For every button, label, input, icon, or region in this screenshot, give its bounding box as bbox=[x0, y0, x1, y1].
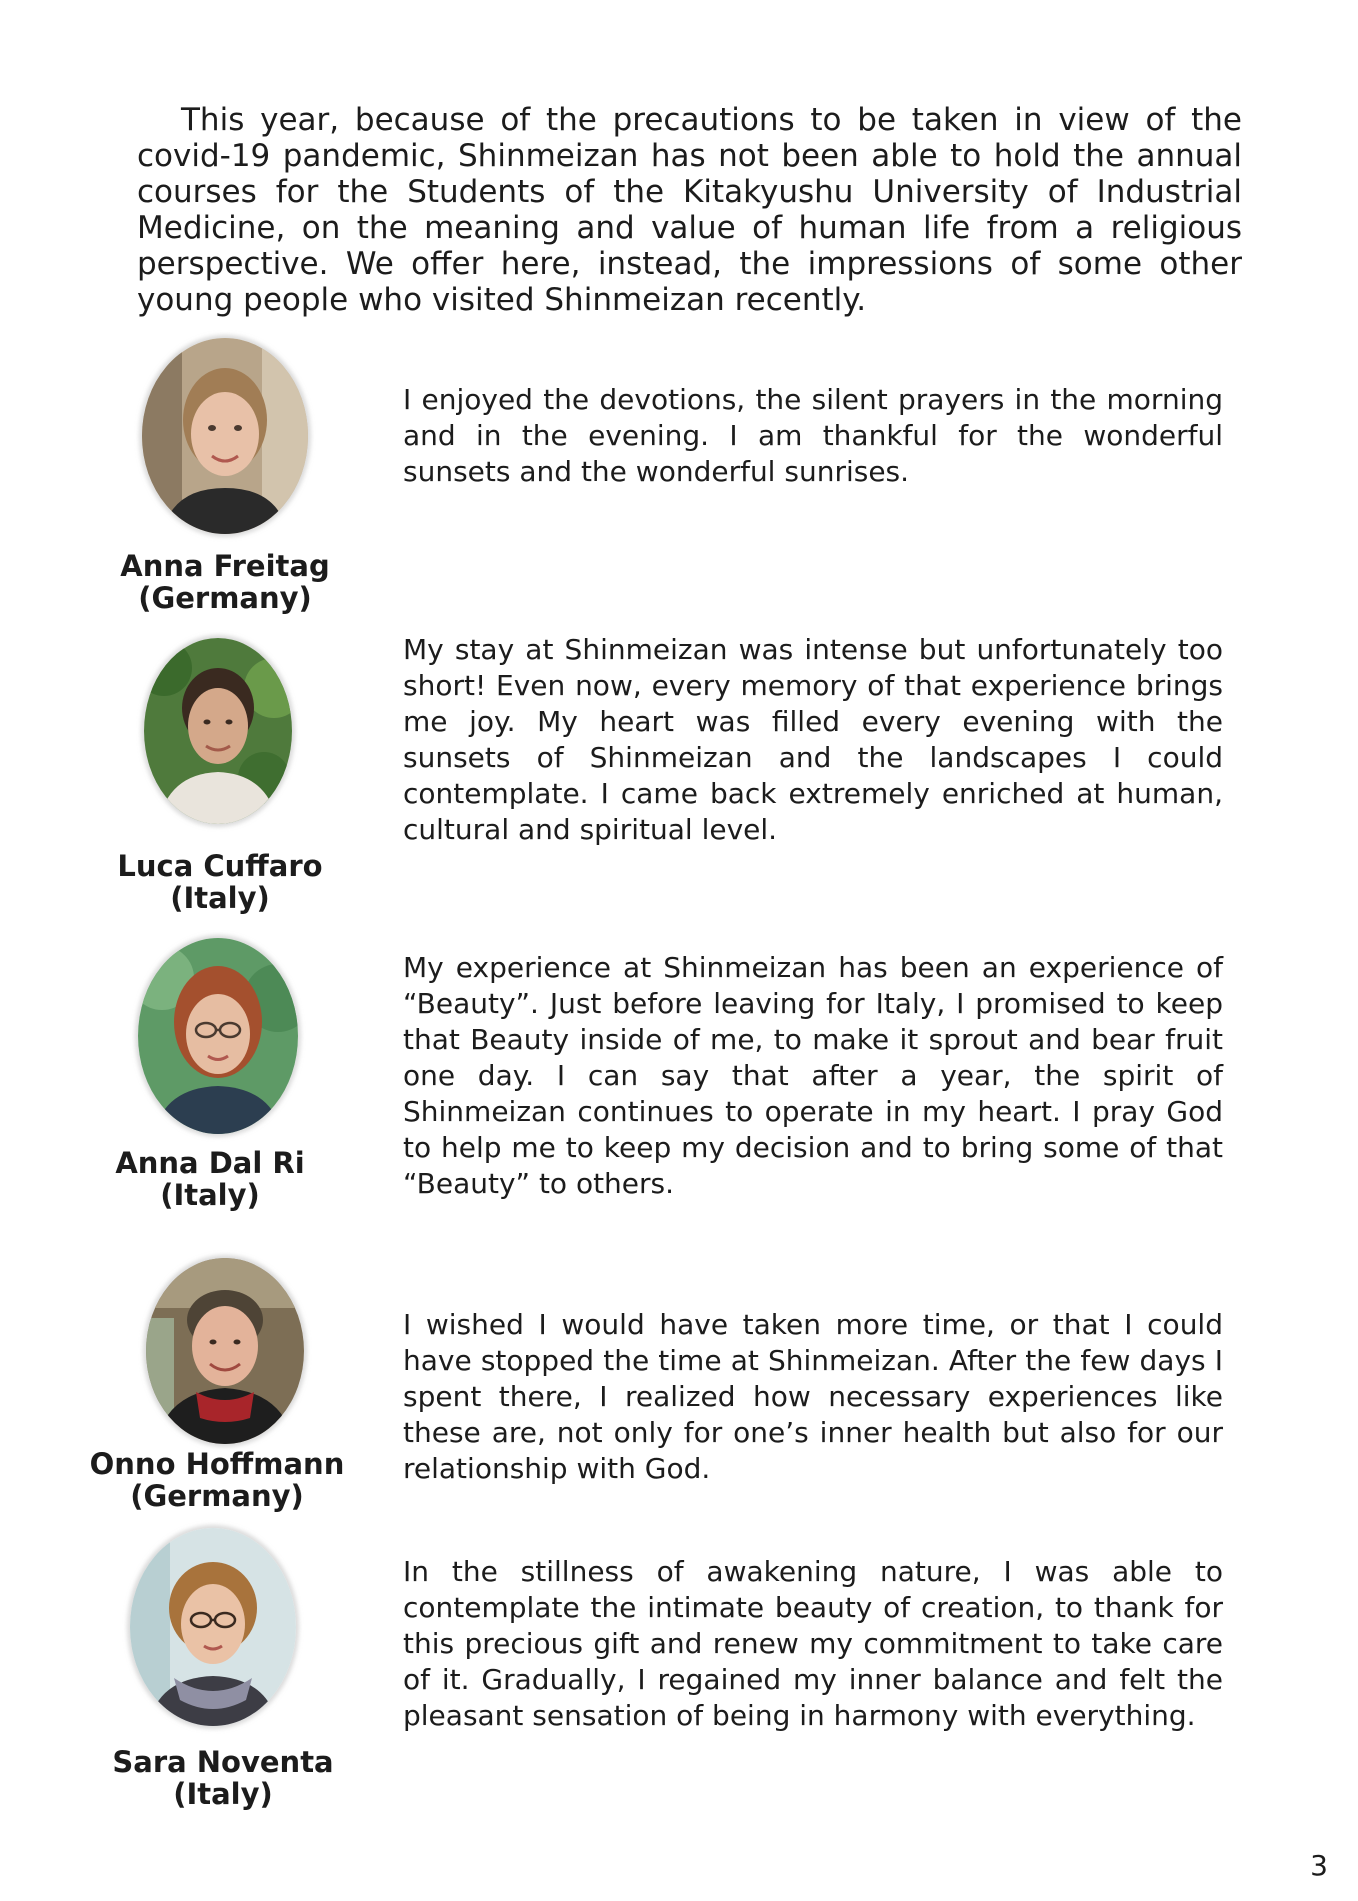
person-name: Luca Cuffaro bbox=[117, 849, 323, 883]
page-number: 3 bbox=[1310, 1849, 1328, 1882]
name-label bbox=[88, 1746, 358, 1810]
testimonial-quote: I wished I would have taken more time, or that I could have stopped the time at Shinmeizan. After the few days I spent there, I realized how necessary experiences like these are, not only for one’s inner health but also for our relationship with God. bbox=[403, 1308, 1223, 1485]
name-label bbox=[90, 850, 350, 914]
testimonial-quote: I enjoyed the devotions, the silent prayers in the morning and in the evening. I am thankful for the wonderful sunsets and the wonderful sunrises. bbox=[403, 383, 1223, 488]
portrait-anna-freitag bbox=[142, 338, 308, 534]
portrait-onno-hoffmann bbox=[146, 1258, 304, 1444]
testimonial-quote: My stay at Shinmeizan was intense but unfortunately too short! Even now, every memory of that experience brings me joy. My heart was filled every evening with the sunsets of Shinmeizan and the landscapes I could contemplate. I came back extremely enriched at human, cultural and spiritual level. bbox=[403, 633, 1223, 846]
name-label bbox=[90, 1147, 330, 1211]
testimonial-quote: My experience at Shinmeizan has been an experience of “Beauty”. Just before leaving for Italy, I promised to keep that Beauty inside of me, to make it sprout and bear fruit one day. I can say that after a year, the spirit of Shinmeizan continues to operate in my heart. I pray God to help me to keep my decision and to bring some of that “Beauty” to others. bbox=[403, 951, 1223, 1200]
person-name: Onno Hoffmann bbox=[89, 1447, 345, 1481]
name-label bbox=[72, 1448, 362, 1512]
person-country: (Germany) bbox=[138, 581, 312, 615]
person-country: (Italy) bbox=[173, 1777, 273, 1811]
portrait-sara-noventa bbox=[130, 1528, 296, 1726]
person-country: (Italy) bbox=[170, 881, 270, 915]
person-name: Anna Freitag bbox=[120, 549, 330, 583]
person-name: Anna Dal Ri bbox=[115, 1146, 305, 1180]
testimonial-quote: In the stillness of awakening nature, I was able to contemplate the intimate beauty of creation, to thank for this precious gift and renew my commitment to take care of it. Gradually, I regained my inner balance and felt the pleasant sensation of being in harmony with everything. bbox=[403, 1555, 1223, 1732]
person-country: (Germany) bbox=[130, 1479, 304, 1513]
name-label bbox=[90, 550, 360, 614]
person-name: Sara Noventa bbox=[112, 1745, 334, 1779]
person-country: (Italy) bbox=[160, 1178, 260, 1212]
portrait-anna-dal-ri bbox=[138, 938, 298, 1134]
intro-paragraph: This year, because of the precautions to be taken in view of the covid-19 pandemic, Shinmeizan has not been able to hold the annual courses for the Students of the Kitakyushu University of Industrial Medicine, on the meaning and value of human life from a religious perspective. We offer here, instead, the impressions of some other young people who visited Shinmeizan recently. bbox=[137, 102, 1242, 318]
portrait-luca-cuffaro bbox=[144, 638, 292, 824]
